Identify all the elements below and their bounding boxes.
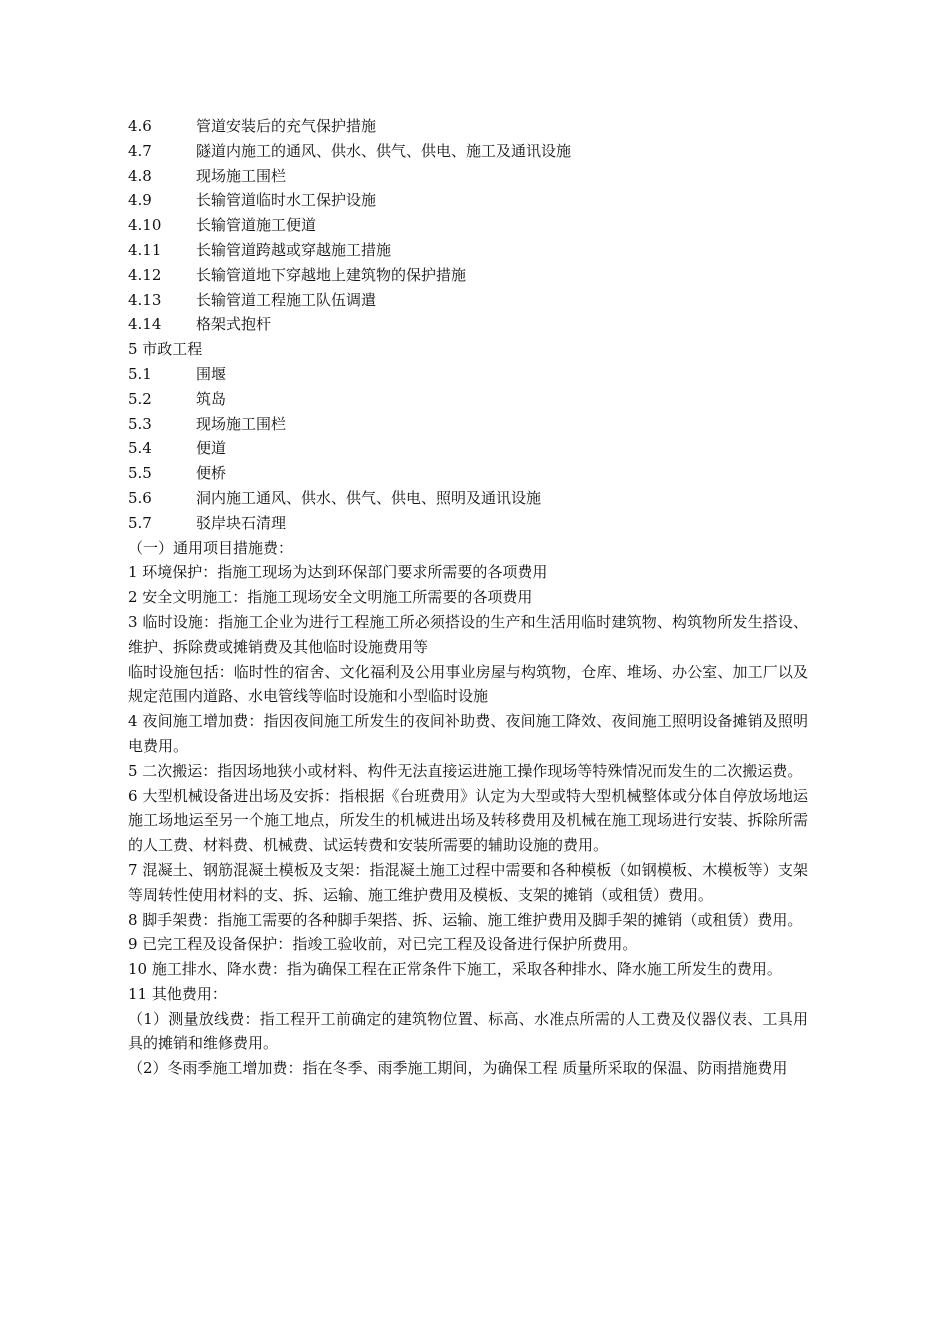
- item-title: 长输管道地下穿越地上建筑物的保护措施: [196, 265, 467, 284]
- item-number: 4.6: [128, 117, 152, 135]
- list-item-4-10: [128, 213, 808, 238]
- item-number: 5.5: [128, 464, 152, 483]
- item-number: 4.9: [128, 191, 152, 210]
- paragraph-formwork: 7 混凝土、钢筋混凝土模板及支架：指混凝土施工过程中需要和各种模板（如钢模板、木模板等）支架等周转性使用材料的支、拆、运输、施工维护费用及模板、支架的摊销（或租赁）费用。: [128, 860, 808, 904]
- item-title: 长输管道工程施工队伍调遣: [196, 290, 377, 309]
- item-title: 便道: [196, 439, 227, 458]
- list-item-4-13: [128, 288, 808, 313]
- paragraph-winter-rainy: （2）冬雨季施工增加费：指在冬季、雨季施工期间，为确保工程 质量所采取的保温、防雨措施费用: [128, 1059, 788, 1078]
- item-title: 现场施工围栏: [196, 414, 287, 433]
- document-body: [128, 114, 808, 1081]
- list-item-4-9: [128, 188, 808, 213]
- paragraph-night-work: 4 夜间施工增加费：指因夜间施工所发生的夜间补助费、夜间施工降效、夜间施工照明设备摊销及照明电费用。: [128, 712, 808, 755]
- item-number: 5.2: [128, 389, 152, 408]
- paragraph-other-costs: 11 其他费用：: [128, 984, 227, 1003]
- item-title: 驳岸块石清理: [196, 513, 287, 532]
- paragraph-drainage: 10 施工排水、降水费：指为确保工程在正常条件下施工，采取各种排水、降水施工所发生的费用。: [128, 960, 782, 979]
- item-title: 围堰: [196, 364, 227, 383]
- item-title: 长输管道跨越或穿越施工措施: [196, 240, 392, 259]
- item-number: 5.3: [128, 414, 152, 433]
- list-item-4-12: [128, 263, 808, 288]
- paragraph-safety: 2 安全文明施工：指施工现场安全文明施工所需要的各项费用: [128, 588, 533, 607]
- list-item-5-4: [128, 436, 808, 461]
- paragraph-scaffolding: 8 脚手架费：指施工需要的各种脚手架搭、拆、运输、施工维护费用及脚手架的摊销（或租赁）费用。: [128, 910, 803, 929]
- list-item-5-7: [128, 511, 808, 536]
- item-title: 隧道内施工的通风、供水、供气、供电、施工及通讯设施: [196, 141, 572, 160]
- paragraph-protection: 9 已完工程及设备保护：指竣工验收前，对已完工程及设备进行保护所费用。: [128, 935, 638, 954]
- list-item-4-6: [128, 114, 808, 139]
- item-number: 4.14: [128, 315, 162, 334]
- item-title: 长输管道施工便道: [196, 216, 317, 235]
- list-item-4-11: [128, 238, 808, 263]
- list-item-4-14: [128, 312, 808, 337]
- item-title: 现场施工围栏: [196, 166, 287, 185]
- section-heading: 5 市政工程: [128, 340, 203, 359]
- paragraph-temporary-facilities-scope: 临时设施包括：临时性的宿舍、文化福利及公用事业房屋与构筑物，仓库、堆场、办公室、加工厂以及规定范围内道路、水电管线等临时设施和小型临时设施: [128, 662, 808, 706]
- paragraph-environment: 1 环境保护：指施工现场为达到环保部门要求所需要的各项费用: [128, 563, 548, 582]
- list-item-4-7: [128, 139, 808, 164]
- item-title: 洞内施工通风、供水、供气、供电、照明及通讯设施: [196, 488, 542, 507]
- paragraph-temporary-facilities: 3 临时设施：指施工企业为进行工程施工所必须搭设的生产和生活用临时建筑物、构筑物所发生搭设、维护、拆除费或摊销费及其他临时设施费用等: [128, 612, 808, 656]
- list-item-5-6: [128, 486, 808, 511]
- paragraph-surveying: （1）测量放线费：指工程开工前确定的建筑物位置、标高、水准点所需的人工费及仪器仪表、工具用具的摊销和维修费用。: [128, 1009, 808, 1053]
- item-number: 5.7: [128, 513, 152, 532]
- item-number: 4.10: [128, 216, 162, 235]
- item-number: 4.7: [128, 141, 152, 160]
- list-item-5-3: [128, 412, 808, 437]
- paragraph-large-machinery: 6 大型机械设备进出场及安拆：指根据《台班费用》认定为大型或特大型机械整体或分体自停放场地运施工场地运至另一个施工地点，所发生的机械进出场及转移费用及机械在施工现场进行安装、拆除所需的人工费、材料费、机械费、试运转费和安装所需要的辅助设施的费用。: [128, 786, 808, 855]
- list-item-4-8: [128, 164, 808, 189]
- item-title: 管道安装后的充气保护措施: [196, 117, 377, 135]
- item-number: 4.12: [128, 265, 162, 284]
- paragraph-secondary-handling: 5 二次搬运：指因场地狭小或材料、构件无法直接运进施工操作现场等特殊情况而发生的二次搬运费。: [128, 761, 803, 780]
- item-title: 筑岛: [196, 389, 227, 408]
- item-title: 便桥: [196, 464, 227, 483]
- item-title: 格架式抱杆: [196, 315, 272, 334]
- list-item-5-5: [128, 461, 808, 486]
- item-number: 5.4: [128, 439, 152, 458]
- item-number: 5.6: [128, 488, 152, 507]
- item-number: 4.11: [128, 240, 162, 259]
- item-number: 5.1: [128, 364, 152, 383]
- subsection-heading: （一）通用项目措施费：: [128, 538, 294, 557]
- list-item-5-1: [128, 362, 808, 387]
- item-number: 4.8: [128, 166, 152, 185]
- list-item-5-2: [128, 387, 808, 412]
- item-number: 4.13: [128, 290, 162, 309]
- item-title: 长输管道临时水工保护设施: [196, 191, 377, 210]
